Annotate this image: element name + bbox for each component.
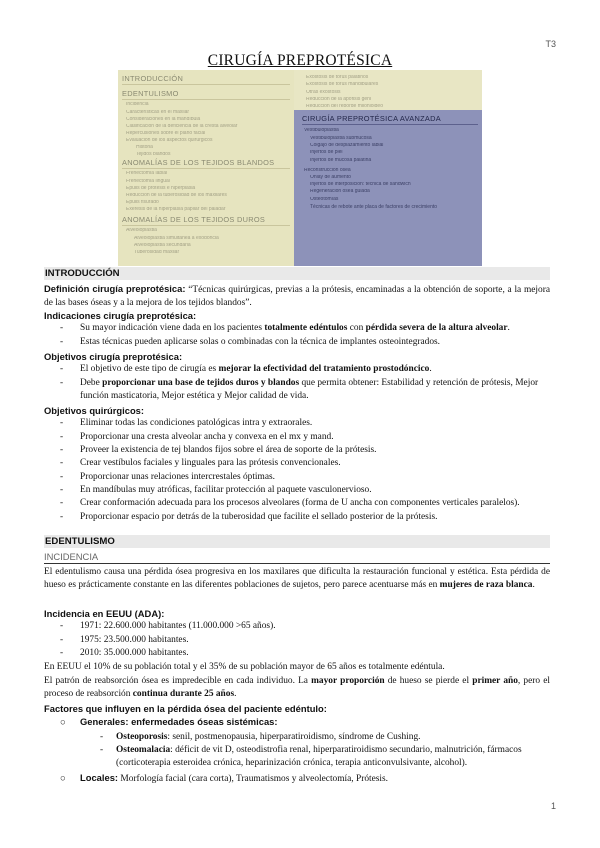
index-item: Vestibuloplastia submucosa [310, 135, 372, 141]
index-item: Injertos de piel [310, 150, 343, 156]
index-group-title: Reconstrucción ósea [304, 167, 351, 173]
index-item: Reducción de la apófisis geni [306, 96, 372, 102]
index-item: Tuberosidad maxilar [134, 249, 180, 255]
index-heading: ANOMALÍAS DE LOS TEJIDOS BLANDOS [122, 158, 275, 167]
general-factors-label: Generales: enfermedades óseas sistémicas: [80, 716, 278, 728]
index-heading: ANOMALÍAS DE LOS TEJIDOS DUROS [122, 215, 266, 224]
list-item: - Proveer la existencia de tej blandos fijos sobre el área de soporte de la prótesis. [60, 444, 550, 457]
index-item: Exóstosis de torus mandibulares [306, 82, 379, 88]
index-item: Regeneración ósea guiada [310, 189, 370, 195]
index-item: Frenectomía lingual [126, 178, 170, 184]
index-item: Colgajo de desplazamiento labial [310, 143, 384, 148]
index-duros [122, 216, 290, 257]
index-item: Onlay de aumento [310, 174, 351, 180]
index-item: Reducción de la tuberosidad de los maxilares [126, 192, 227, 198]
index-group-title: Vestibuloplastia [304, 128, 339, 134]
surgical-objectives-label: Objetivos quirúrgicos: [44, 405, 145, 416]
index-item: Injertos de mucosa palatina [310, 157, 372, 163]
index-rule [122, 84, 290, 85]
objectives-list [44, 363, 550, 403]
page-number: 1 [550, 801, 556, 811]
list-item: - 1971: 22.600.000 habitantes (11.000.000 >65 años). [60, 620, 550, 633]
page-title: CIRUGÍA PREPROTÉSICA [207, 52, 393, 69]
section-introduccion: INTRODUCCIÓN [44, 267, 550, 280]
index-item: Exóstosis de torus palatinos [306, 75, 369, 80]
index-item: Historia [136, 144, 153, 150]
index-intro [122, 75, 290, 85]
list-item: - Debe proporcionar una base de tejidos duros y blandos que permita obtener: Estabilidad y retención de prótesis, Mejor función masticatoria, Mejor estética y Mejor calidad de vida. [60, 377, 550, 404]
index-summary-image [118, 70, 482, 266]
factors-label: Factores que influyen en la pérdida ósea del paciente edéntulo: [44, 703, 327, 714]
index-item: Exéresis de la hiperplasia papilar del paladar [126, 206, 226, 212]
subsection-incidencia: INCIDENCIA [44, 551, 550, 564]
general-factors-list [44, 731, 550, 771]
us-population-paragraph: En EEUU el 10% de su población total y el 35% de su población mayor de 65 años es totalmente edéntula. [44, 662, 445, 672]
index-item: Incidencia [126, 102, 149, 108]
us-incidence-label: Incidencia en EEUU (ADA): [44, 608, 165, 619]
list-item: - Su mayor indicación viene dada en los pacientes totalmente edéntulos con pérdida severa de la altura alveolar. [60, 322, 550, 335]
list-item: - Crear vestíbulos faciales y linguales para las prótesis convencionales. [60, 457, 550, 470]
index-item: Alveoloplastia [126, 228, 157, 234]
index-item: Tejidos blandos [136, 152, 171, 158]
list-item: - 2010: 35.000.000 habitantes. [60, 647, 550, 660]
index-rule [302, 124, 478, 125]
list-item: - Osteoporosis: senil, postmenopausia, hiperparatiroidismo, síndrome de Cushing. [100, 731, 421, 742]
section-edentulismo: EDENTULISMO [44, 535, 550, 548]
index-right-column [294, 70, 482, 266]
list-item: - Osteomalacia: déficit de vit D, osteodistrofia renal, hiperparatiroidismo secundario, malnutrición, fármacos (corticoterapia esteroidea crónica, heparinización crónica, terapia anticonvulsivante, alcohol). [100, 745, 522, 769]
list-item: - El objetivo de este tipo de cirugía es mejorar la efectividad del tratamiento prostodóncico. [60, 363, 550, 376]
index-heading: INTRODUCCIÓN [122, 74, 184, 83]
topic-tag: T3 [545, 39, 556, 49]
local-factors-label: Locales: [80, 771, 119, 783]
index-rule [122, 168, 290, 169]
index-blandos [122, 159, 290, 214]
indications-list [44, 322, 550, 349]
list-item: - Proporcionar unas relaciones intercrestales óptimas. [60, 471, 550, 484]
circle-bullet-icon: ○ [60, 771, 66, 783]
list-item: - Estas técnicas pueden aplicarse solas o combinadas con la técnica de implantes osteointegrados. [60, 336, 550, 349]
index-advanced-panel [294, 110, 482, 266]
us-incidence-list [44, 620, 550, 660]
index-item: Técnicas de rebote ante placa de factores de crecimiento [310, 204, 438, 211]
list-item: - Proporcionar una cresta alveolar ancha y convexa en el mx y mand. [60, 431, 550, 444]
index-item: Épulis fisurado [126, 199, 159, 205]
us-incidence-block [44, 607, 550, 660]
index-item: Repercusiones sobre el plano facial [126, 130, 206, 136]
local-factors-item: ○ Locales: Morfología facial (cara corta), Traumatismos y alveolectomía, Prótesis. [60, 771, 389, 784]
index-item: Epulis de prótesis e hiperplasia [126, 185, 196, 191]
edentulism-paragraph: El edentulismo causa una pérdida ósea progresiva en los maxilares que dificulta la restauración funcional y estética. Esta pérdida de hueso es prácticamente constante en las diferentes poblaciones de sujetos, pero parece acentuarse más en mujeres de raza blanca. [44, 567, 550, 591]
index-rule [122, 225, 290, 226]
surgical-objectives-block [44, 404, 550, 524]
objectives-block [44, 350, 550, 403]
index-edentulismo [122, 90, 290, 159]
index-item: Osteotomías [310, 196, 339, 202]
general-factors-item [44, 715, 550, 730]
index-heading: EDENTULISMO [122, 89, 179, 98]
index-item: Características en el maxilar [126, 109, 190, 115]
index-item: Injertos de interposición: técnica de sandwich [310, 182, 411, 188]
surgical-objectives-list [44, 417, 550, 524]
index-item: Alveoloplastia secundaria [134, 242, 191, 248]
circle-bullet-icon: ○ [60, 716, 66, 728]
index-item: Otras exóstosis [306, 89, 341, 95]
resorption-paragraph: El patrón de reabsorción ósea es impredecible en cada individuo. La mayor proporción de hueso se pierde el primer año, pero el proceso de reabsorción continua durante 25 años. [44, 676, 550, 700]
indications-label: Indicaciones cirugía preprotésica: [44, 310, 197, 321]
list-item: - Proporcionar espacio por detrás de la tuberosidad que facilite el sellado posterior de la prótesis. [60, 511, 550, 524]
index-item: Clasificación de la deficiencia de la cresta alveolar [126, 123, 238, 129]
index-item: Alveoloplastia simultánea a exodoncia [134, 235, 219, 241]
list-item: - Eliminar todas las condiciones patológicas intra y extraorales. [60, 417, 550, 430]
index-left-column [118, 70, 294, 266]
index-item: Frenectomía labial [126, 171, 168, 177]
factors-block [44, 702, 550, 786]
index-rule [122, 99, 290, 100]
list-item: - Crear conformación adecuada para los procesos alveolares (forma de U ancha con componentes verticales paralelos). [60, 497, 550, 510]
index-item: Reducción del reborde milohioideo [306, 104, 383, 110]
definition-label: Definición cirugía preprotésica: [44, 283, 186, 294]
index-item: Evaluación de los aspectos quirúrgicos [126, 137, 213, 143]
list-item: - En mandíbulas muy atróficas, facilitar protección al paquete vasculonervioso. [60, 484, 550, 497]
definition-paragraph [44, 282, 550, 311]
list-item: - 1975: 23.500.000 habitantes. [60, 634, 550, 647]
index-heading: CIRUGÍA PREPROTÉSICA AVANZADA [302, 114, 442, 123]
objectives-label: Objetivos cirugía preprotésica: [44, 351, 183, 362]
index-right-top [294, 70, 482, 110]
index-item: Consideraciones en la mandíbula [126, 116, 201, 122]
indications-block [44, 309, 550, 349]
definition-text: “Técnicas quirúrgicas, previas a la prótesis, encaminadas a la obtención de soporte, a la mejora de las bases óseas y a la mejora de los tejidos blandos”. [44, 285, 550, 309]
